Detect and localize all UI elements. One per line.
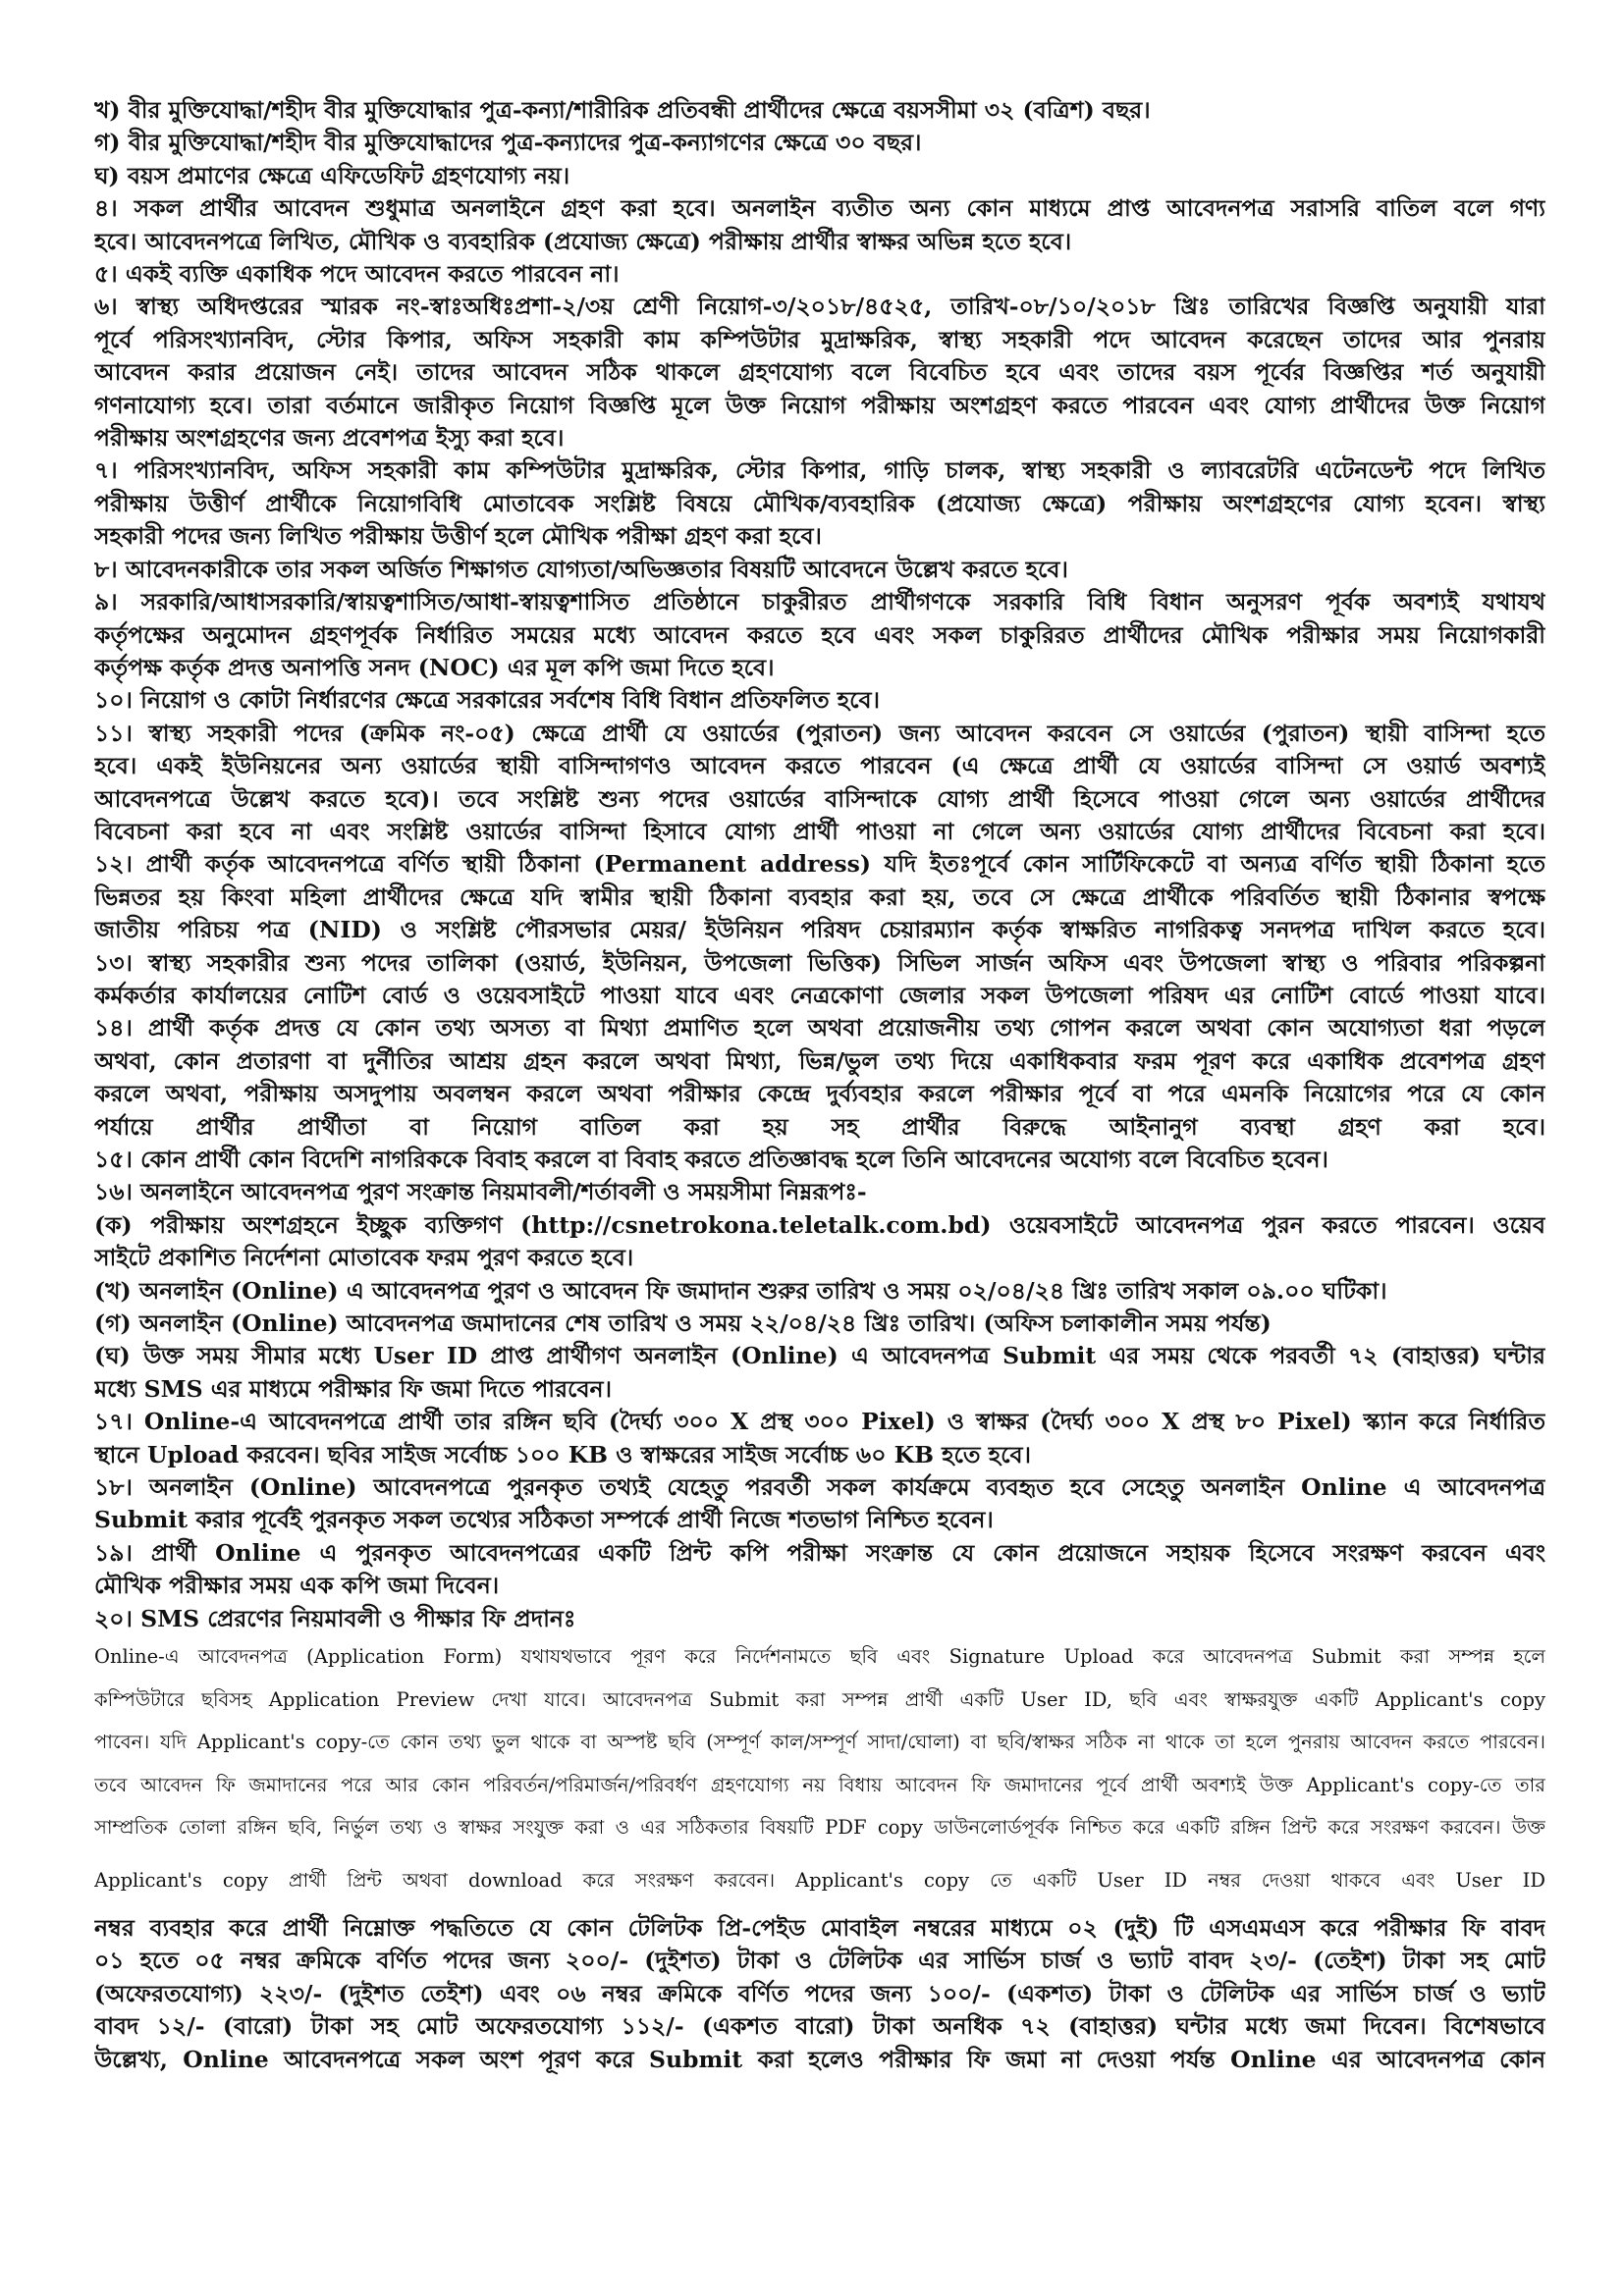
text-line: ১৬। অনলাইনে আবেদনপত্র পুরণ সংক্রান্ত নিয়মাবলী/শর্তাবলী ও সময়সীমা নিম্নরূপঃ- bbox=[94, 1178, 867, 1206]
text-line: পাবেন। যদি Applicant's copy-তে কোন তথ্য ভুল থাকে বা অস্পষ্ট ছবি (সম্পূর্ণ কাল/সম্পূর্ণ সাদা/ঘোলা) বা ছবি/স্বাক্ষর সঠিক না থাকে তা হলে পুনরায় আবেদন করতে পারবেন। bbox=[94, 1731, 1545, 1754]
text-line: ঘ) বয়স প্রমাণের ক্ষেত্রে এফিডেফিট গ্রহণযোগ্য নয়। bbox=[94, 161, 570, 189]
text-line: Submit করার পূর্বেই পুরনকৃত সকল তথ্যের সঠিকতা সম্পর্কে প্রার্থী নিজে শতভাগ নিশ্চিত হবেন। bbox=[94, 1506, 994, 1534]
text-line: ১১। স্বাস্থ্য সহকারী পদের (ক্রমিক নং-০৫) ক্ষেত্রে প্রার্থী যে ওয়ার্ডের (পুরাতন) জন্য আবেদন করবেন সে ওয়ার্ডের (পুরাতন) স্থায়ী বাসিন্দা হতে bbox=[94, 719, 1545, 747]
text-line: পর্যায়ে প্রার্থীর প্রার্থীতা বা নিয়োগ বাতিল করা হয় সহ প্রার্থীর বিরুদ্ধে আইনানুগ ব্যবস্থা গ্রহণ করা হবে। bbox=[94, 1112, 1545, 1141]
text-line: (অফেরতযোগ্য) ২২৩/- (দুইশত তেইশ) এবং ০৬ নম্বর ক্রমিকে বর্ণিত পদের জন্য ১০০/- (একশত) টাকা ও টেলিটক এর সার্ভিস চার্জ ও ভ্যাট bbox=[94, 1979, 1545, 2007]
text-line: আবেদন করার প্রয়োজন নেই। তাদের আবেদন সঠিক থাকলে গ্রহণযোগ্য বলে বিবেচিত হবে এবং তাদের বয়স পূর্বের বিজ্ঞপ্তির শর্ত অনুযায়ী bbox=[94, 358, 1545, 387]
text-line: হবে। আবেদনপত্রে লিখিত, মৌখিক ও ব্যবহারিক (প্রযোজ্য ক্ষেত্রে) পরীক্ষায় প্রার্থীর স্বাক্ষর অভিন্ন হতে হবে। bbox=[94, 227, 1072, 255]
text-line: মধ্যে SMS এর মাধ্যমে পরীক্ষার ফি জমা দিতে পারবেন। bbox=[94, 1374, 612, 1403]
text-line: অথবা, কোন প্রতারণা বা দুর্নীতির আশ্রয় গ্রহন করলে অথবা মিথ্যা, ভিন্ন/ভুল তথ্য দিয়ে একাধিকবার ফরম পূরণ করে একাধিক প্রবেশপত্র গ্রহণ bbox=[94, 1046, 1545, 1075]
text-line: গ) বীর মুক্তিযোদ্ধা/শহীদ বীর মুক্তিযোদ্ধাদের পুত্র-কন্যাদের পুত্র-কন্যাগণের ক্ষেত্রে ৩০ বছর। bbox=[94, 129, 922, 157]
text-line: ভিন্নতর হয় কিংবা মহিলা প্রার্থীদের ক্ষেত্রে যদি স্বামীর স্থায়ী ঠিকানা ব্যবহার করা হয়, তবে সে ক্ষেত্রে প্রার্থীকে পরিবর্তিত স্থায়ী ঠিকানার স্বপক্ষে bbox=[94, 882, 1545, 911]
text-line: তবে আবেদন ফি জমাদানের পরে আর কোন পরিবর্তন/পরিমার্জন/পরিবর্ধণ গ্রহণযোগ্য নয় বিধায় আবেদন ফি জমাদানের পূর্বে প্রার্থী অবশ্যই উক্ত Applicant's copy-তে তার bbox=[94, 1773, 1545, 1796]
text-line: জাতীয় পরিচয় পত্র (NID) ও সংশ্লিষ্ট পৌরসভার মেয়র/ ইউনিয়ন পরিষদ চেয়ারম্যান কর্তৃক স্বাক্ষরিত নাগরিকত্ব সনদপত্র দাখিল করতে হবে। bbox=[94, 916, 1545, 944]
text-line: পূর্বে পরিসংখ্যানবিদ, স্টোর কিপার, অফিস সহকারী কাম কম্পিউটার মুদ্রাক্ষরিক, স্বাস্থ্য সহকারী পদে আবেদন করেছেন তাদের আর পুনরায় bbox=[94, 325, 1545, 353]
text-line: ১৯। প্রার্থী Online এ পুরনকৃত আবেদনপত্রের একটি প্রিন্ট কপি পরীক্ষা সংক্রান্ত যে কোন প্রয়োজনে সহায়ক হিসেবে সংরক্ষণ করবেন এবং bbox=[94, 1538, 1545, 1567]
text-line: (খ) অনলাইন (Online) এ আবেদনপত্র পুরণ ও আবেদন ফি জমাদান শুরুর তারিখ ও সময় ০২/০৪/২৪ খ্রিঃ তারিখ সকাল ০৯.০০ ঘটিকা। bbox=[94, 1276, 1387, 1305]
text-line: ১০। নিয়োগ ও কোটা নির্ধারণের ক্ষেত্রে সরকারের সর্বশেষ বিধি বিধান প্রতিফলিত হবে। bbox=[94, 686, 881, 715]
text-line: ৬। স্বাস্থ্য অধিদপ্তরের স্মারক নং-স্বাঃঅধিঃপ্রশা-২/৩য় শ্রেণী নিয়োগ-৩/২০১৮/৪৫২৫, তারিখ-০৮/১০/২০১৮ খ্রিঃ তারিখের বিজ্ঞপ্তি অনুযায়ী যারা bbox=[94, 293, 1545, 321]
text-line: Online-এ আবেদনপত্র (Application Form) যথাযথভাবে পূরণ করে নির্দেশনামতে ছবি এবং Signature Upload করে আবেদনপত্র Submit করা সম্পন্ন হলে bbox=[94, 1645, 1545, 1669]
text-line: স্থানে Upload করবেন। ছবির সাইজ সর্বোচ্চ ১০০ KB ও স্বাক্ষরের সাইজ সর্বোচ্চ ৬০ KB হতে হবে। bbox=[94, 1440, 1032, 1468]
text-line: করলে অথবা, পরীক্ষায় অসদুপায় অবলম্বন করলে অথবা পরীক্ষার কেন্দ্রে দুর্ব্যবহার করলে পরীক্ষার পূর্বে বা পরে এমনকি নিয়োগের পরে যে কোন bbox=[94, 1080, 1545, 1108]
text-line: আবেদনপত্রে উল্লেখ করতে হবে)। তবে সংশ্লিষ্ট শুন্য পদের ওয়ার্ডের বাসিন্দাকে যোগ্য প্রার্থী হিসেবে পাওয়া গেলে অন্য ওয়ার্ডের প্রার্থীদের bbox=[94, 784, 1545, 813]
text-line: পরীক্ষায় অংশগ্রহণের জন্য প্রবেশপত্র ইস্যু করা হবে। bbox=[94, 424, 565, 453]
text-line: ২০। SMS প্রেরণের নিয়মাবলী ও পীক্ষার ফি প্রদানঃ bbox=[94, 1604, 576, 1632]
sms-instructions bbox=[94, 1635, 1545, 1912]
text-line: ১৪। প্রার্থী কর্তৃক প্রদত্ত যে কোন তথ্য অসত্য বা মিথ্যা প্রমাণিত হলে অথবা প্রয়োজনীয় তথ্য গোপন করলে অথবা কোন অযোগ্যতা ধরা পড়লে bbox=[94, 1014, 1545, 1042]
text-line: কর্তৃপক্ষ কর্তৃক প্রদত্ত অনাপত্তি সনদ (NOC) এর মূল কপি জমা দিতে হবে। bbox=[94, 653, 775, 681]
text-line: বাবদ ১২/- (বারো) টাকা সহ মোট অফেরতযোগ্য ১১২/- (একশত বারো) টাকা অনধিক ৭২ (বাহাত্তর) ঘন্টার মধ্যে জমা দিবেন। বিশেষভাবে bbox=[94, 2012, 1545, 2041]
text-line: গণনাযোগ্য হবে। তারা বর্তমানে জারীকৃত নিয়োগ বিজ্ঞপ্তি মূলে উক্ত নিয়োগ পরীক্ষায় অংশগ্রহণ করতে পারবেন এবং যোগ্য প্রার্থীদের উক্ত নিয়োগ bbox=[94, 391, 1545, 419]
text-line: ০১ হতে ০৫ নম্বর ক্রমিকে বর্ণিত পদের জন্য ২০০/- (দুইশত) টাকা ও টেলিটক এর সার্ভিস চার্জ ও ভ্যাট বাবদ ২৩/- (তেইশ) টাকা সহ মোট bbox=[94, 1947, 1545, 1975]
text-line: কর্তৃপক্ষের অনুমোদন গ্রহণপূর্বক নির্ধারিত সময়ের মধ্যে আবেদন করতে হবে এবং সকল চাকুরিরত প্রার্থীদের মৌখিক পরীক্ষার সময় নিয়োগকারী bbox=[94, 620, 1545, 649]
text-line: সাম্প্রতিক তোলা রঙ্গিন ছবি, নির্ভুল তথ্য ও স্বাক্ষর সংযুক্ত করা ও এর সঠিকতার বিষয়টি PDF copy ডাউনলোর্ডপূর্বক নিশ্চিত করে একটি রঙ্গিন প্রিন্ট করে সংরক্ষণ করবেন। উক্ত bbox=[94, 1816, 1545, 1840]
fee-paragraph bbox=[94, 1912, 1545, 2076]
text-line: সাইটে প্রকাশিত নির্দেশনা মোতাবেক ফরম পুরণ করতে হবে। bbox=[94, 1244, 634, 1272]
text-line: বিবেচনা করা হবে না এবং সংশ্লিষ্ট ওয়ার্ডের বাসিন্দা হিসাবে যোগ্য প্রার্থী পাওয়া না গেলে অন্য ওয়ার্ডের যোগ্য প্রার্থীদের বিবেচনা করা হবে। bbox=[94, 817, 1545, 845]
text-line: ১৭। Online-এ আবেদনপত্রে প্রার্থী তার রঙ্গিন ছবি (দৈর্ঘ্য ৩০০ X প্রস্থ ৩০০ Pixel) ও স্বাক্ষর (দৈর্ঘ্য ৩০০ X প্রস্থ ৮০ Pixel) স্ক্যান করে নির্ধারিত bbox=[94, 1408, 1545, 1436]
text-line: ১৫। কোন প্রার্থী কোন বিদেশি নাগরিককে বিবাহ করলে বা বিবাহ করতে প্রতিজ্ঞাবদ্ধ হলে তিনি আবেদনের অযোগ্য বলে বিবেচিত হবেন। bbox=[94, 1146, 1328, 1173]
text-line: ৫। একই ব্যক্তি একাধিক পদে আবেদন করতে পারবেন না। bbox=[94, 260, 620, 289]
text-line: ৪। সকল প্রার্থীর আবেদন শুধুমাত্র অনলাইনে গ্রহণ করা হবে। অনলাইন ব্যতীত অন্য কোন মাধ্যমে প্রাপ্ত আবেদনপত্র সরাসরি বাতিল বলে গণ্য bbox=[94, 194, 1545, 223]
text-line: (ঘ) উক্ত সময় সীমার মধ্যে User ID প্রাপ্ত প্রার্থীগণ অনলাইন (Online) এ আবেদনপত্র Submit এর সময় থেকে পরবর্তী ৭২ (বাহাত্তর) ঘন্টার bbox=[94, 1342, 1545, 1370]
text-line: (গ) অনলাইন (Online) আবেদনপত্র জমাদানের শেষ তারিখ ও সময় ২২/০৪/২৪ খ্রিঃ তারিখ। (অফিস চলাকালীন সময় পর্যন্ত) bbox=[94, 1309, 1272, 1338]
text-line: ৭। পরিসংখ্যানবিদ, অফিস সহকারী কাম কম্পিউটার মুদ্রাক্ষরিক, স্টোর কিপার, গাড়ি চালক, স্বাস্থ্য সহকারী ও ল্যাবরেটরি এটেনডেন্ট পদে লিখিত bbox=[94, 456, 1545, 485]
text-line: Applicant's copy প্রার্থী প্রিন্ট অথবা download করে সংরক্ষণ করবেন। Applicant's copy তে একটি User ID নম্বর দেওয়া থাকবে এবং User ID bbox=[94, 1869, 1545, 1893]
text-line: খ) বীর মুক্তিযোদ্ধা/শহীদ বীর মুক্তিযোদ্ধার পুত্র-কন্যা/শারীরিক প্রতিবন্ধী প্রার্থীদের ক্ষেত্রে বয়সসীমা ৩২ (বত্রিশ) বছর। bbox=[94, 96, 1151, 124]
text-line: নম্বর ব্যবহার করে প্রার্থী নিম্নোক্ত পদ্ধতিতে যে কোন টেলিটক প্রি-পেইড মোবাইল নম্বরের মাধ্যমে ০২ (দুই) টি এসএমএস করে পরীক্ষার ফি বাবদ bbox=[94, 1914, 1545, 1943]
text-line: (ক) পরীক্ষায় অংশগ্রহনে ইচ্ছুক ব্যক্তিগণ (http://csnetrokona.teletalk.com.bd) ওয়েবসাইটে আবেদনপত্র পুরন করতে পারবেন। ওয়েব bbox=[94, 1210, 1545, 1239]
text-line: ১৮। অনলাইন (Online) আবেদনপত্রে পুরনকৃত তথ্যই যেহেতু পরবর্তী সকল কার্যক্রমে ব্যবহৃত হবে সেহেতু অনলাইন Online এ আবেদনপত্র bbox=[94, 1473, 1545, 1502]
text-line: মৌখিক পরীক্ষার সময় এক কপি জমা দিবেন। bbox=[94, 1572, 500, 1600]
text-line: পরীক্ষায় উত্তীর্ণ প্রার্থীকে নিয়োগবিধি মোতাবেক সংশ্লিষ্ট বিষয়ে মৌখিক/ব্যবহারিক (প্রযোজ্য ক্ষেত্রে) পরীক্ষায় অংশগ্রহণের যোগ্য হবেন। স্বাস্থ্য bbox=[94, 489, 1545, 517]
text-line: ১২। প্রার্থী কর্তৃক আবেদনপত্রে বর্ণিত স্থায়ী ঠিকানা (Permanent address) যদি ইতঃপূর্বে কোন সার্টিফিকেটে বা অন্যত্র বর্ণিত স্থায়ী ঠিকানা হতে bbox=[94, 850, 1545, 879]
text-line: হবে। একই ইউনিয়নের অন্য ওয়ার্ডের স্থায়ী বাসিন্দাগণও আবেদন করতে পারবেন (এ ক্ষেত্রে প্রার্থী যে ওয়ার্ডের বাসিন্দা সে ওয়ার্ড অবশ্যই bbox=[94, 752, 1545, 780]
notice-body bbox=[94, 94, 1545, 1635]
text-line: উল্লেখ্য, Online আবেদনপত্রে সকল অংশ পূরণ করে Submit করা হলেও পরীক্ষার ফি জমা না দেওয়া পর্যন্ত Online এর আবেদনপত্র কোন bbox=[94, 2045, 1545, 2073]
text-line: কম্পিউটারে ছবিসহ Application Preview দেখা যাবে। আবেদনপত্র Submit করা সম্পন্ন প্রার্থী একটি User ID, ছবি এবং স্বাক্ষরযুক্ত একটি Applicant's copy bbox=[94, 1687, 1545, 1711]
text-line: ৮। আবেদনকারীকে তার সকল অর্জিত শিক্ষাগত যোগ্যতা/অভিজ্ঞতার বিষয়টি আবেদনে উল্লেখ করতে হবে। bbox=[94, 555, 1068, 583]
text-line: কর্মকর্তার কার্যালয়ের নোটিশ বোর্ড ও ওয়েবসাইটে পাওয়া যাবে এবং নেত্রকোণা জেলার সকল উপজেলা পরিষদ এর নোটিশ বোর্ডে পাওয়া যাবে। bbox=[94, 981, 1545, 1009]
text-line: সহকারী পদের জন্য লিখিত পরীক্ষায় উত্তীর্ণ হলে মৌখিক পরীক্ষা গ্রহণ করা হবে। bbox=[94, 522, 822, 551]
text-line: ১৩। স্বাস্থ্য সহকারীর শুন্য পদের তালিকা (ওয়ার্ড, ইউনিয়ন, উপজেলা ভিত্তিক) সিভিল সার্জন অফিস এবং উপজেলা স্বাস্থ্য ও পরিবার পরিকল্পনা bbox=[94, 948, 1545, 977]
text-line: ৯। সরকারি/আধাসরকারি/স্বায়ত্বশাসিত/আধা-স্বায়ত্বশাসিত প্রতিষ্ঠানে চাকুরীরত প্রার্থীগণকে সরকারি বিধি বিধান অনুসরণ পূর্বক অবশ্যই যথাযথ bbox=[94, 588, 1545, 616]
